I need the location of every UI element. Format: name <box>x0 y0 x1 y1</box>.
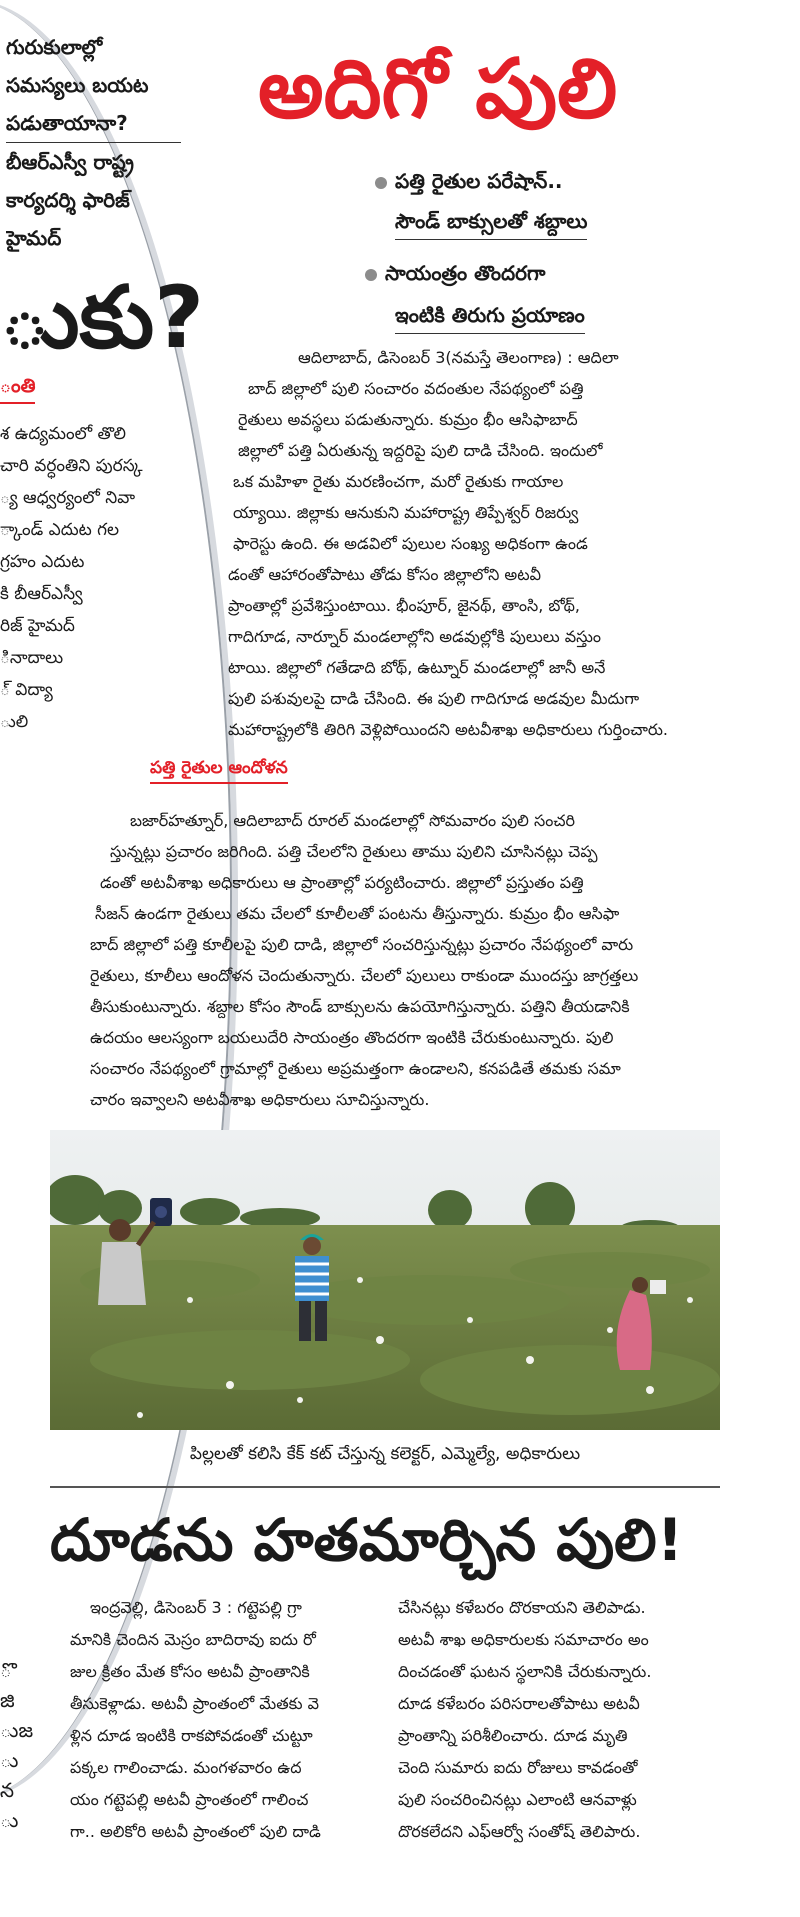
section-heading: పత్తి రైతుల ఆందోళన <box>150 758 288 784</box>
margin-fragment: ుజ <box>0 1718 34 1742</box>
para-line: ఫారెస్టు ఉంది. ఈ అడవిలో పులుల సంఖ్య అధికంగా ఉండ <box>233 534 588 553</box>
subhead-1 <box>375 163 563 199</box>
side-body-line: శ ఉద్యమంలో తొలి <box>0 424 126 444</box>
side-story-question <box>6 28 211 257</box>
para-line: తీసుకుంటున్నారు. శబ్దాల కోసం సౌండ్ బాక్సులను ఉపయోగిస్తున్నారు. పత్తిని తీయడానికి <box>90 997 630 1016</box>
para-line: డంతో ఆహారంతోపాటు తోడు కోసం జిల్లాలోని అటవీ <box>228 565 541 584</box>
subhead-2: సౌండ్ బాక్సులతో శబ్దాలు <box>395 203 587 240</box>
col-line: ఇంద్రవెల్లి, డిసెంబర్ 3 : గట్టెపల్లి గ్రా <box>90 1598 302 1617</box>
para-line: మహారాష్ట్రలోకి తిరిగి వెళ్లిపోయిందని అటవీశాఖ అధికారులు గుర్తించారు. <box>228 720 668 739</box>
para-line: ఉదయం ఆలస్యంగా బయలుదేరి సాయంత్రం తొందరగా ఇంటికి చేరుకుంటున్నారు. పులి <box>90 1028 614 1047</box>
para-line: చారం ఇవ్వాలని అటవీశాఖ అధికారులు సూచిస్తున్నారు. <box>90 1090 430 1109</box>
col-line: పులి సంచరించినట్లు ఎలాంటి ఆనవాళ్లు <box>398 1790 637 1809</box>
side-question-line: హైమద్ <box>6 226 62 250</box>
para-line: టాయి. జిల్లాలో గతేడాది బోథ్, ఉట్నూర్ మండలాల్లో జానీ అనే <box>228 658 606 677</box>
side-body-line: ్ విద్యా <box>0 680 53 700</box>
margin-fragment: ు <box>0 1748 19 1772</box>
side-question-line: సమస్యలు బయట <box>6 73 149 97</box>
col-line: పక్కల గాలించాడు. మంగళవారం ఉద <box>70 1758 302 1777</box>
photo-caption: పిల్లలతో కలిసి కేక్ కట్ చేస్తున్న కలెక్టర్, ఎమ్మెల్యే, అధికారులు <box>189 1444 581 1464</box>
para-line: సంచారం నేపథ్యంలో గ్రామాల్లో రైతులు అప్రమత్తంగా ఉండాలని, కనపడితే తమకు సమా <box>90 1059 621 1078</box>
para-line: బాద్ జిల్లాలో పులి సంచారం వదంతుల నేపథ్యంలో పత్తి <box>248 379 584 398</box>
side-story-body <box>0 418 175 738</box>
col-line: చెంది సుమారు ఐదు రోజులు కావడంతో <box>398 1758 638 1777</box>
bullet-dot <box>375 177 387 189</box>
para-line: గాదిగూడ, నార్నూర్ మండలాల్లోని అడవుల్లోకి పులులు వస్తుం <box>228 627 601 646</box>
cotton-field-photo <box>50 1130 720 1430</box>
para-line: డంతో అటవీశాఖ అధికారులు ఆ ప్రాంతాల్లో పర్యటించారు. జిల్లాలో ప్రస్తుతం పత్తి <box>100 873 584 892</box>
main-headline: అదిగో పులి <box>258 42 618 137</box>
para-line: స్తున్నట్లు ప్రచారం జరిగింది. పత్తి చేలలోని రైతులు తాము పులిని చూసినట్లు చెప్ప <box>110 842 598 861</box>
side-story-red-fragment: ంతి <box>0 375 35 404</box>
col-line: ప్రాంతాన్ని పరిశీలించారు. దూడ మృతి <box>398 1726 628 1745</box>
main-paragraph-1 <box>228 342 720 745</box>
para-line: పులి పశువులపై దాడి చేసింది. ఈ పులి గాదిగూడ అడవుల మీదుగా <box>228 689 640 708</box>
side-question-line: పడుతాయానా? <box>6 104 181 143</box>
para-line: ఒక మహిళా రైతు మరణించగా, మరో రైతుకు గాయాల <box>233 472 564 491</box>
side-body-line: ులి <box>0 712 29 732</box>
story-divider <box>50 1486 720 1488</box>
left-margin-fragments <box>0 1655 33 1835</box>
col-line: దొరకలేదని ఎఫ్ఆర్వో సంతోష్ తెలిపారు. <box>398 1822 641 1841</box>
col-line: దించడంతో ఘటన స్థలానికి చేరుకున్నారు. <box>398 1662 652 1681</box>
side-story-big-headline: ుకు? <box>0 268 204 368</box>
cotton-field-image <box>50 1130 720 1430</box>
margin-fragment: జి <box>0 1688 15 1712</box>
para-line: ప్రాంతాల్లో ప్రవేశిస్తుంటాయి. భీంపూర్, జైనథ్, తాంసి, బోథ్, <box>228 596 581 615</box>
col-line: మానికి చెందిన మెస్రం బాదిరావు ఐదు రో <box>70 1630 316 1649</box>
para-line: జిల్లాలో పత్తి ఏరుతున్న ఇద్దరిపై పులి దాడి చేసింది. ఇందులో <box>238 441 603 460</box>
para-line: య్యాయి. జిల్లాకు ఆనుకుని మహారాష్ట్ర తిప్పేశ్వర్ రిజర్వు <box>233 503 579 522</box>
col-line: యం గట్టెపల్లి అటవీ ప్రాంతంలో గాలించ <box>70 1790 309 1809</box>
side-body-line: ్కాండ్ ఎదుట గల <box>0 520 120 540</box>
margin-fragment: ొ <box>0 1658 12 1682</box>
second-story-col-1 <box>70 1592 375 1848</box>
para-line: సీజన్ ఉండగా రైతులు తమ చేలలో కూలీలతో పంటను తీస్తున్నారు. కుమ్రం భీం ఆసిఫా <box>95 904 620 923</box>
main-paragraph-2 <box>90 805 720 1115</box>
col-line: అటవీ శాఖ అధికారులకు సమాచారం అం <box>398 1630 649 1649</box>
side-question-line: బీఆర్‌ఎస్వీ రాష్ట్ర <box>6 150 134 174</box>
side-body-line: గ్రహం ఎదుట <box>0 552 85 572</box>
side-body-line: కి బీఆర్ఎస్వీ <box>0 584 83 604</box>
side-body-line: ్య ఆధ్వర్యంలో నివా <box>0 488 136 508</box>
col-line: ళ్లిన దూడ ఇంటికి రాకపోవడంతో చుట్టూ <box>70 1726 313 1745</box>
side-body-line: ినాదాలు <box>0 648 64 668</box>
col-line: జుల క్రితం మేత కోసం అటవీ ప్రాంతానికి <box>70 1662 310 1681</box>
col-line: గా.. అలికోరి అటవీ ప్రాంతంలో పులి దాడి <box>70 1822 321 1841</box>
second-story-col-2 <box>398 1592 720 1848</box>
subhead-3 <box>365 255 545 291</box>
para-line: రైతులు అవస్థలు పడుతున్నారు. కుమ్రం భీం ఆసిఫాబాద్ <box>238 410 578 429</box>
second-headline: దూడను హతమార్చిన పులి! <box>50 1506 684 1574</box>
bullet-dot <box>365 269 377 281</box>
col-line: దూడ కళేబరం పరిసరాలతోపాటు అటవీ <box>398 1694 640 1713</box>
side-body-line: చారి వర్ధంతిని పురస్క <box>0 456 143 476</box>
subhead-4: ఇంటికి తిరుగు ప్రయాణం <box>395 297 585 334</box>
margin-fragment: ు <box>0 1808 19 1832</box>
side-body-line: రిజ్ హైమద్ <box>0 616 75 636</box>
para-line: బజార్‌హత్నూర్, ఆదిలాబాద్ రూరల్ మండలాల్లో సోమవారం పులి సంచరి <box>130 811 575 830</box>
col-line: తీసుకెళ్లాడు. అటవీ ప్రాంతంలో మేతకు వె <box>70 1694 320 1713</box>
subhead-text: పత్తి రైతుల పరేషాన్.. <box>395 169 563 193</box>
margin-fragment: న <box>0 1778 15 1802</box>
col-line: చేసినట్లు కళేబరం దొరకాయని తెలిపాడు. <box>398 1598 646 1617</box>
para-line: ఆదిలాబాద్, డిసెంబర్ 3(నమస్తే తెలంగాణ) : ఆదిలా <box>298 348 619 367</box>
para-line: బాద్ జిల్లాలో పత్తి కూలీలపై పులి దాడి, జిల్లాలో సంచరిస్తున్నట్లు ప్రచారం నేపథ్యంలో వారు <box>90 935 634 954</box>
side-question-line: కార్యదర్శి ఫారిజ్ <box>6 188 130 212</box>
side-question-line: గురుకులాల్లో <box>6 35 103 59</box>
subhead-text: సాయంత్రం తొందరగా <box>385 261 546 285</box>
para-line: రైతులు, కూలీలు ఆందోళన చెందుతున్నారు. చేలలో పులులు రాకుండా ముందస్తు జాగ్రత్తలు <box>90 966 639 985</box>
